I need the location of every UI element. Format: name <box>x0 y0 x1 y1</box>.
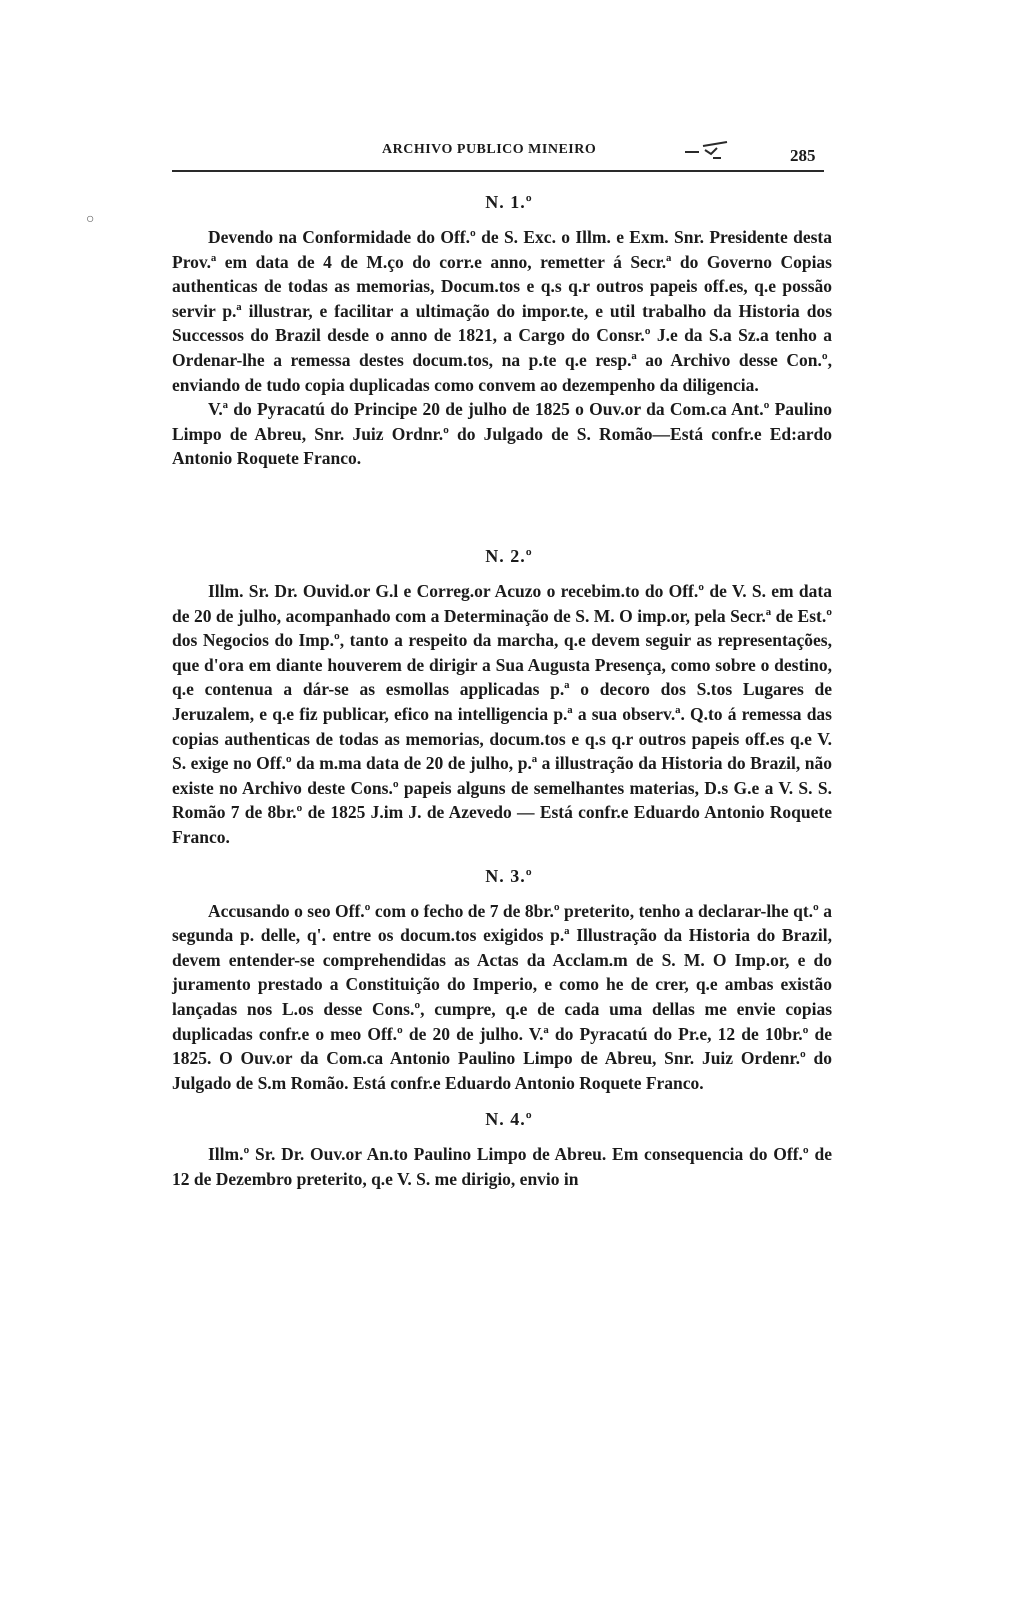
paragraph: Accusando o seo Off.º com o fecho de 7 de 8br.º preterito, tenho a declarar-lhe qt.º a segunda p. delle, q'. entre os docum.tos exigidos p.ª Illustração da Historia do Brazil, devem entender-se comprehendidas as Actas da Acclam.m de S. M. O Imp.or, e do juramento prestado a Constituição do Imperio, e como he de crer, q.e ambas existão lançadas nos L.os desse Cons.º, cumpre, q.e de cada uma dellas me envie copias duplicadas confr.e o meo Off.º de 20 de julho. V.ª do Pyracatú do Pr.e, 12 de 10br.º de 1825. O Ouv.or da Com.ca Antonio Paulino Limpo de Abreu, Snr. Juiz Ordenr.º do Julgado de S.m Romão. Está confr.e Eduardo Antonio Roquete Franco. <box>172 900 832 1093</box>
header-title: ARCHIVO PUBLICO MINEIRO <box>382 142 597 157</box>
document-body <box>172 192 832 1191</box>
paragraph: Illm. Sr. Dr. Ouvid.or G.l e Correg.or Acuzo o recebim.to do Off.º de V. S. em data de 20 de julho, acompanhado com a Determinação de S. M. O imp.or, pela Secr.ª de Est.º dos Negocios do Imp.º, tanto a respeito da marcha, q.e devem seguir as representações, que d'ora em diante houverem de dirigir a Sua Augusta Presença, como sobre o destino, q.e contenua a dár-se as esmollas applicadas p.ª o decoro dos S.tos Lugares de Jeruzalem, e q.e fiz publicar, efico na intelligencia p.ª a sua observ.ª. Q.to á remessa das copias authenticas de todas as memorias, docum.tos e q.s q.r outros papeis off.es q.e V. S. exige no Off.º da m.ma data de 20 de julho, p.ª a illustração da Historia do Brazil, não existe no Archivo deste Cons.º papeis alguns de semelhantes materias, D.s G.e a V. S. S. Romão 7 de 8br.º de 1825 J.im J. de Azevedo — Está confr.e Eduardo Antonio Roquete Franco. <box>172 581 832 847</box>
section-3 <box>172 866 832 1096</box>
paragraph: V.ª do Pyracatú do Principe 20 de julho de 1825 o Ouv.or da Com.ca Ant.º Paulino Limpo de Abreu, Snr. Juiz Ordnr.º do Julgado de S. Romão—Está confr.e Ed:ardo Antonio Roquete Franco. <box>172 399 832 469</box>
paragraph: Devendo na Conformidade do Off.º de S. Exc. o Illm. e Exm. Snr. Presidente desta Prov.ª em data de 4 de M.ço do corr.e anno, remetter á Secr.ª do Governo Copias authenticas de todas as memorias, Docum.tos e q.s q.r outros papeis off.es, q.e possão servir p.ª illustrar, e facilitar a ultimação do impor.te, e util trabalho da Historia dos Successos do Brazil desde o anno de 1821, a Cargo do Consr.º J.e da S.a Sz.a tenho a Ordenar-lhe a remessa destes docum.tos, na p.te q.e resp.ª ao Archivo desse Con.º, enviando de tudo copia duplicadas como convem ao dezempenho da diligencia. <box>172 227 832 395</box>
margin-mark: ○ <box>86 212 95 227</box>
section-2 <box>172 546 832 850</box>
page-header <box>172 136 822 168</box>
section-heading: N. 4.º <box>485 1109 533 1130</box>
ornament-icon <box>677 136 737 162</box>
section-heading: N. 2.º <box>485 546 533 566</box>
section-heading: N. 1.º <box>485 192 533 212</box>
paragraph: Illm.º Sr. Dr. Ouv.or An.to Paulino Limpo de Abreu. Em consequencia do Off.º de 12 de Dezembro preterito, q.e V. S. me dirigio, envio in <box>172 1144 832 1189</box>
section-heading: N. 3.º <box>485 865 533 886</box>
section-1 <box>172 192 832 530</box>
page-number: 285 <box>790 146 816 165</box>
section-4 <box>172 1109 832 1191</box>
header-divider <box>172 170 824 172</box>
